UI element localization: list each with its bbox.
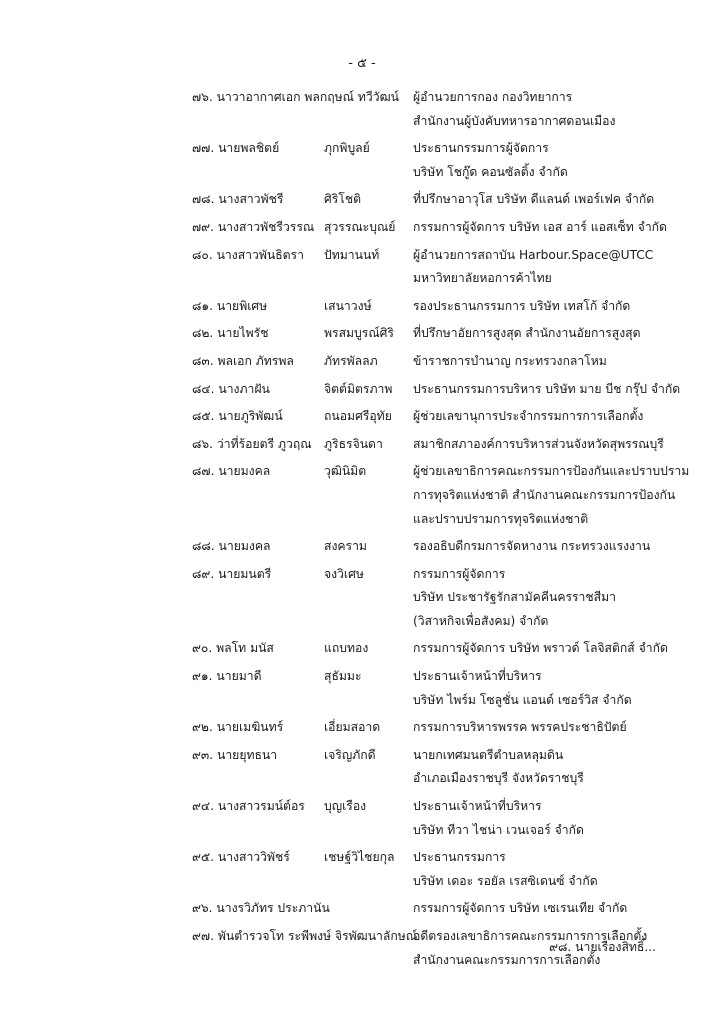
position-line: ประธานกรรมการผู้จัดการ xyxy=(413,141,549,156)
position-title xyxy=(413,460,713,531)
position-line: รองอธิบดีกรมการจัดหางาน กระทรวงแรงงาน xyxy=(413,539,651,554)
position-line: กรรมการผู้จัดการ บริษัท เซเรนเทีย จำกัด xyxy=(413,901,628,916)
surname: ภุกพิบูลย์ xyxy=(324,141,370,156)
position-line: กรรมการผู้จัดการ บริษัท เอส อาร์ แอสเซ็ท จำกัด xyxy=(413,219,667,234)
list-item xyxy=(0,665,724,712)
position-line: การทุจริตแห่งชาติ สำนักงานคณะกรรมการป้องกัน xyxy=(413,487,676,502)
position-line: กรรมการผู้จัดการ xyxy=(413,566,506,581)
position-line: บริษัท ไพร์ม โซลูชั่น แอนด์ เซอร์วิส จำกัด xyxy=(413,692,632,707)
position-line: ที่ปรึกษาอัยการสูงสุด สำนักงานอัยการสูงสุด xyxy=(413,326,641,341)
position-line: อำเภอเมืองราชบุรี จังหวัดราชบุรี xyxy=(413,771,584,786)
person-name xyxy=(0,216,413,240)
position-title xyxy=(413,535,713,559)
person-name xyxy=(0,378,413,402)
position-title xyxy=(413,137,713,184)
person-name xyxy=(0,925,418,972)
person-name xyxy=(0,897,413,921)
position-line: ประธานเจ้าหน้าที่บริหาร xyxy=(413,799,542,814)
list-item xyxy=(0,846,724,893)
list-item xyxy=(0,433,724,457)
position-title xyxy=(413,216,713,240)
surname: ถนอมศรีอุทัย xyxy=(324,409,392,424)
given-name: ๘๙. นายมนตรี xyxy=(192,566,272,581)
surname: ศิริโชติ xyxy=(324,192,362,207)
surname: บุญเรือง xyxy=(324,799,367,814)
given-name: ๘๓. พลเอก ภัทรพล xyxy=(192,353,294,368)
given-name: ๙๗. พันตำรวจโท ระพีพงษ์ จิรพัฒนาลักษณ์ xyxy=(192,929,418,943)
surname: สุธัมมะ xyxy=(324,669,362,684)
position-line: กรรมการผู้จัดการ บริษัท พราวด์ โลจิสติกส์ จำกัด xyxy=(413,641,668,656)
person-name xyxy=(0,295,413,319)
given-name: ๘๗. นายมงคล xyxy=(192,464,271,479)
list-item xyxy=(0,86,724,133)
person-name xyxy=(0,188,413,212)
person-name xyxy=(0,86,413,133)
surname: พรสมบูรณ์ศิริ xyxy=(324,326,394,341)
position-line: ผู้อำนวยการกอง กองวิทยาการ xyxy=(413,90,573,104)
position-title xyxy=(413,322,713,346)
position-line: บริษัท โชกู๊ด คอนซัลติ้ง จำกัด xyxy=(413,164,568,179)
list-item xyxy=(0,244,724,291)
position-title xyxy=(413,744,713,791)
person-name xyxy=(0,563,413,634)
person-name xyxy=(0,665,413,712)
person-name xyxy=(0,350,413,374)
position-line: บริษัท ประชารัฐรักสามัคคีนครราชสีมา xyxy=(413,590,616,605)
position-line: ที่ปรึกษาอาวุโส บริษัท ดีแลนด์ เพอร์เฟค จำกัด xyxy=(413,192,655,207)
surname: จงวิเศษ xyxy=(324,566,364,581)
position-line: สำนักงานผู้บังคับทหารอากาศดอนเมือง xyxy=(413,113,616,128)
position-line: อดีตรองเลขาธิการคณะกรรมการการเลือกตั้ง xyxy=(413,929,648,943)
given-name: ๙๓. นายยุทธนา xyxy=(192,747,278,762)
surname: สงคราม xyxy=(324,539,367,554)
given-name: ๙๔. นางสาวรมน์ต์อร xyxy=(192,799,305,814)
person-name xyxy=(0,637,413,661)
position-title xyxy=(413,405,713,429)
person-name xyxy=(0,795,413,842)
given-name: ๘๔. นางภาฝัน xyxy=(192,381,270,396)
given-name: ๗๘. นางสาวพัชรี xyxy=(192,192,284,207)
given-name: ๗๖. นาวาอากาศเอก พลกฤษณ์ ทวีวัฒน์ xyxy=(192,90,399,104)
person-name xyxy=(0,460,413,531)
person-name xyxy=(0,405,413,429)
surname: สุวรรณะบุณย์ xyxy=(324,219,396,234)
position-line: (วิสาหกิจเพื่อสังคม) จำกัด xyxy=(413,613,549,628)
person-name xyxy=(0,535,413,559)
position-title xyxy=(413,897,713,921)
given-name: ๗๙. นางสาวพัชรีวรรณ xyxy=(192,219,315,234)
person-name xyxy=(0,716,413,740)
position-line: และปราบปรามการทุจริตแห่งชาติ xyxy=(413,511,589,526)
surname: ภูริธรจินดา xyxy=(324,436,383,451)
position-line: ประธานเจ้าหน้าที่บริหาร xyxy=(413,669,542,684)
given-name: ๙๐. พลโท มนัส xyxy=(192,641,274,656)
list-item xyxy=(0,188,724,212)
person-name xyxy=(0,244,413,291)
position-title xyxy=(413,665,713,712)
list-item xyxy=(0,637,724,661)
position-title xyxy=(413,716,713,740)
position-title xyxy=(413,86,713,133)
given-name: ๘๐. นางสาวพันธิตรา xyxy=(192,247,304,262)
surname: เสนาวงษ์ xyxy=(324,298,372,313)
person-name xyxy=(0,744,413,791)
given-name: ๘๑. นายพิเศษ xyxy=(192,298,268,313)
person-name xyxy=(0,433,413,457)
position-line: มหาวิทยาลัยหอการค้าไทย xyxy=(413,271,552,286)
position-line: ประธานกรรมการบริหาร บริษัท มาย บีช กรุ๊ป จำกัด xyxy=(413,381,681,396)
position-line: ประธานกรรมการ xyxy=(413,850,506,865)
given-name: ๙๑. นายมาดี xyxy=(192,669,262,684)
list-item xyxy=(0,535,724,559)
position-line: สมาชิกสภาองค์การบริหารส่วนจังหวัดสุพรรณบุรี xyxy=(413,436,664,451)
person-name xyxy=(0,322,413,346)
list-item xyxy=(0,460,724,531)
position-title xyxy=(413,295,713,319)
given-name: ๙๖. นางรวิภัทร ประภานัน xyxy=(192,901,330,916)
position-line: รองประธานกรรมการ บริษัท เทสโก้ จำกัด xyxy=(413,298,631,313)
position-line: บริษัท ทีวา ไชน่า เวนเจอร์ จำกัด xyxy=(413,822,584,837)
person-name xyxy=(0,846,413,893)
position-title xyxy=(413,637,713,661)
list-item xyxy=(0,322,724,346)
given-name: ๗๗. นายพลชิตย์ xyxy=(192,141,280,156)
position-title xyxy=(413,846,713,893)
list-item xyxy=(0,405,724,429)
entry-list xyxy=(0,86,724,972)
given-name: ๘๒. นายไพรัช xyxy=(192,326,269,341)
position-line: นายกเทศมนตรีตำบลหลุมดิน xyxy=(413,747,564,762)
surname: แถบทอง xyxy=(324,641,369,656)
surname: เจริญภักดี xyxy=(324,747,376,762)
position-title xyxy=(413,350,713,374)
list-item xyxy=(0,216,724,240)
person-name xyxy=(0,137,413,184)
given-name: ๘๘. นายมงคล xyxy=(192,539,271,554)
surname: เอี่ยมสอาด xyxy=(324,720,381,735)
list-item xyxy=(0,563,724,634)
position-line: ข้าราชการบำนาญ กระทรวงกลาโหม xyxy=(413,353,607,368)
position-line: ผู้อำนวยการสถาบัน Harbour.Space@UTCC xyxy=(413,247,654,262)
surname: เชษฐ์วิไชยกุล xyxy=(324,850,395,865)
given-name: ๙๒. นายเมฆินทร์ xyxy=(192,720,284,735)
list-item xyxy=(0,897,724,921)
continuation-note: ๙๘. นายเรืองสิทธิ์... xyxy=(549,940,656,954)
position-title xyxy=(413,563,713,634)
list-item xyxy=(0,744,724,791)
position-title xyxy=(413,795,713,842)
surname: จิตต์มิตรภาพ xyxy=(324,381,393,396)
list-item xyxy=(0,295,724,319)
position-line: ผู้ช่วยเลขาธิการคณะกรรมการป้องกันและปราบปราม xyxy=(413,464,690,479)
position-line: ผู้ช่วยเลขานุการประจำกรรมการการเลือกตั้ง xyxy=(413,409,644,424)
position-title xyxy=(413,378,713,402)
list-item xyxy=(0,716,724,740)
surname: ปัทมานนท์ xyxy=(324,247,380,262)
given-name: ๙๕. นางสาววิพัชร์ xyxy=(192,850,290,865)
position-line: สำนักงานคณะกรรมการการเลือกตั้ง xyxy=(413,952,601,967)
position-title xyxy=(413,433,713,457)
list-item xyxy=(0,378,724,402)
list-item xyxy=(0,350,724,374)
given-name: ๘๕. นายภูริพัฒน์ xyxy=(192,409,283,424)
surname: วุฒินิมิต xyxy=(324,464,367,479)
position-line: กรรมการบริหารพรรค พรรคประชาธิปัตย์ xyxy=(413,720,627,735)
list-item xyxy=(0,137,724,184)
position-line: บริษัท เดอะ รอยัล เรสซิเดนซ์ จำกัด xyxy=(413,873,598,888)
list-item xyxy=(0,795,724,842)
position-title xyxy=(413,188,713,212)
surname: ภัทรพัลลภ xyxy=(324,353,378,368)
page-number: - ๕ - xyxy=(348,56,376,71)
given-name: ๘๖. ว่าที่ร้อยตรี ภูวฤณ xyxy=(192,436,312,451)
position-title xyxy=(413,244,713,291)
